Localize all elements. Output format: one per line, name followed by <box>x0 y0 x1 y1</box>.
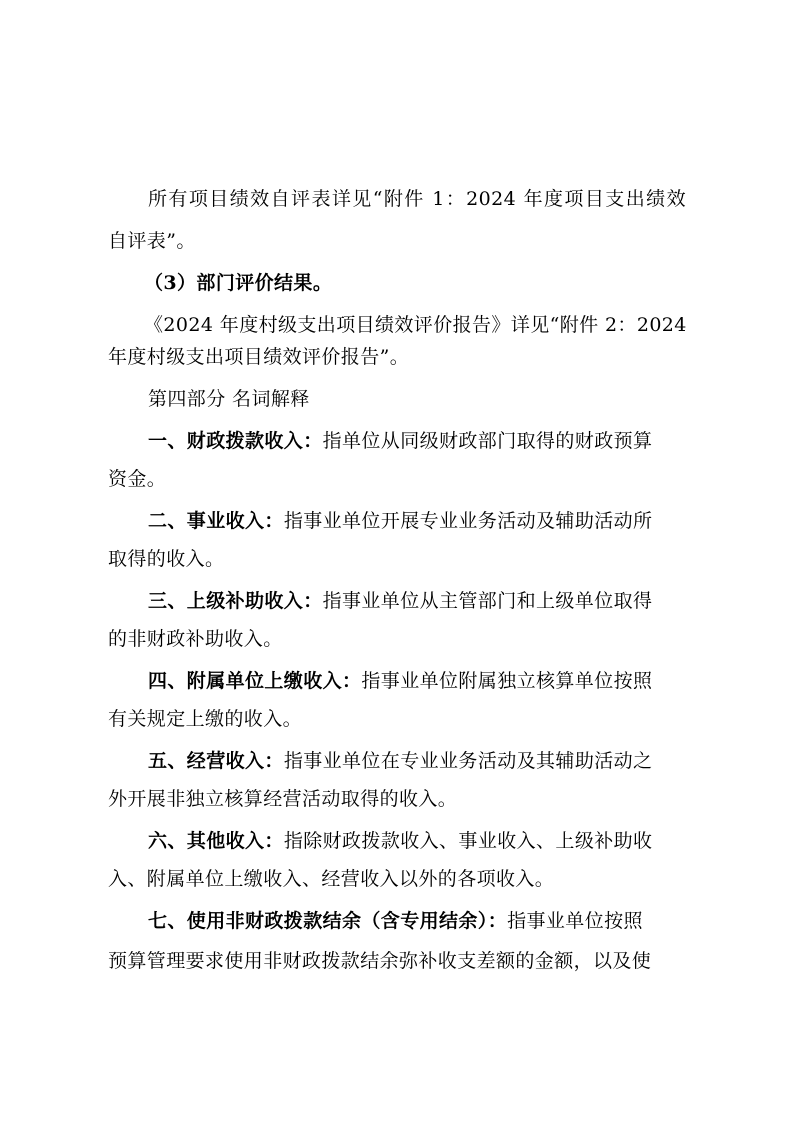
paragraph-line: 所有项目绩效自评表详见“附件 1：2024 年度项目支出绩效 <box>148 188 686 210</box>
paragraph-line: 《2024 年度村级支出项目绩效评价报告》详见“附件 2：2024 <box>144 314 687 336</box>
term-text-cont: 资金。 <box>108 468 167 490</box>
term-text-cont: 的非财政补助收入。 <box>108 628 283 650</box>
term-text-cont: 外开展非独立核算经营活动取得的收入。 <box>108 788 458 810</box>
term-text-cont: 入、附属单位上缴收入、经营收入以外的各项收入。 <box>108 868 555 890</box>
term-head: 三、上级补助收入： <box>148 590 323 612</box>
term-text: 指除财政拨款收入、事业收入、上级补助收 <box>283 830 653 852</box>
term-text: 指事业单位按照 <box>507 910 643 932</box>
part-title: 第四部分 名词解释 <box>148 388 310 410</box>
term-text: 指事业单位在专业业务活动及其辅助活动之 <box>283 750 653 772</box>
term-text-cont: 预算管理要求使用非财政拨款结余弥补收支差额的金额，以及使 <box>108 950 652 972</box>
term-line <box>148 512 652 531</box>
term-head: 七、使用非财政拨款结余（含专用结余）： <box>148 910 508 932</box>
term-line <box>148 672 652 691</box>
paragraph-line: 自评表”。 <box>108 230 196 252</box>
term-text: 指单位从同级财政部门取得的财政预算 <box>322 430 653 452</box>
term-head: 二、事业收入： <box>148 510 284 532</box>
term-line <box>148 432 652 451</box>
term-line <box>148 912 643 931</box>
section-heading: （3）部门评价结果。 <box>144 272 333 294</box>
term-text-cont: 取得的收入。 <box>108 548 225 570</box>
paragraph-line: 年度村级支出项目绩效评价报告”。 <box>108 346 410 368</box>
term-text: 指事业单位从主管部门和上级单位取得 <box>322 590 653 612</box>
term-head: 五、经营收入： <box>148 750 284 772</box>
term-text: 指事业单位附属独立核算单位按照 <box>361 670 653 692</box>
term-line <box>148 592 652 611</box>
term-text: 指事业单位开展专业业务活动及辅助活动所 <box>283 510 653 532</box>
term-text-cont: 有关规定上缴的收入。 <box>108 708 303 730</box>
term-head: 四、附属单位上缴收入： <box>148 670 362 692</box>
term-line <box>148 752 652 771</box>
term-head: 六、其他收入： <box>148 830 284 852</box>
term-head: 一、财政拨款收入： <box>148 430 323 452</box>
term-line <box>148 832 652 851</box>
